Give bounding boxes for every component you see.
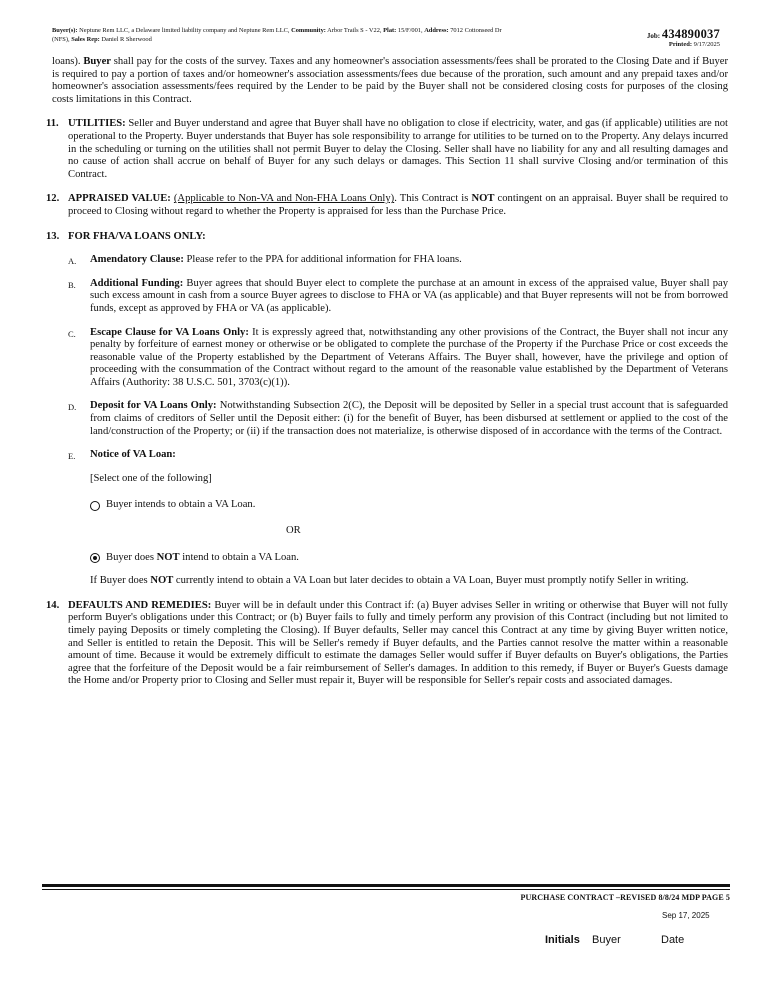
subsection-heading: Notice of VA Loan: bbox=[90, 449, 176, 461]
printed-label: Printed: bbox=[668, 41, 692, 48]
section-10-continuation bbox=[52, 56, 728, 106]
footer-divider-thick bbox=[42, 884, 730, 887]
section-body: . This Contract is bbox=[394, 193, 472, 205]
subsection-body: It is expressly agreed that, notwithstanding any other provisions of the Contract, the Buyer shall not incur any penalty by forfeiture of earnest money or otherwise or be obligated to complete the purchase of the Property if the Purchase Price or cost exceeds the reasonable value of the Property established by the Department of Veterans Affairs. The Buyer shall, however, have the privilege and option of proceeding with the consummation of the Contract without regard to the amount of the reasonable value established by the Department of Veterans Affairs (Authority: 38 U.S.C. 501, 3703(c)(1)). bbox=[90, 326, 728, 388]
sales-rep-value: Daniel R Sherwood bbox=[101, 36, 152, 43]
page-header bbox=[52, 26, 732, 52]
section-13-fha-va bbox=[46, 230, 728, 244]
section-10-text-rest: shall pay for the costs of the survey. Taxes and any homeowner's association assessments/fees shall be prorated to the Closing Date and if Buyer is required to pay a portion of taxes and/or homeowner's association assessments/fees due because of the proration, such amount and any prepaid taxes and/or homeowner's association assessments/fees required by the Lender to be paid by the Buyer shall not be considered closing costs for purposes of the closing costs limitations in this Contract. bbox=[52, 56, 729, 105]
header-job-info bbox=[647, 27, 720, 48]
section-body: Seller and Buyer understand and agree that Buyer shall have no obligation to close if electricity, water, and gas (if applicable) utilities are not operational to the Property. Buyer understands that Buyer has sole responsibility to arrange for utilities to be turned on to the Property. Any delays incurred in the scheduling or turning on the utilities shall not permit Buyer to delay the Closing. Seller shall have no liability for any and all resulting damages and no cause of action shall accrue on behalf of Buyer for any such delays or damages. This Section 11 shall survive Closing and/or termination of this Contract. bbox=[68, 118, 728, 180]
subsection-letter: E. bbox=[68, 451, 76, 462]
header-parties bbox=[52, 26, 612, 44]
buyer-initials-field[interactable]: Buyer bbox=[592, 934, 621, 946]
subsection-body: Please refer to the PPA for additional information for FHA loans. bbox=[183, 254, 462, 266]
sales-rep-label: Sales Rep: bbox=[71, 36, 100, 43]
subsection-d bbox=[52, 400, 728, 438]
or-separator: OR bbox=[286, 525, 301, 537]
date-field[interactable]: Date bbox=[661, 934, 685, 946]
plat-value: 15/F/001, bbox=[397, 27, 423, 34]
subsection-heading: Amendatory Clause: bbox=[90, 254, 184, 266]
section-heading: UTILITIES: bbox=[68, 118, 126, 130]
section-10-buyer-bold: Buyer bbox=[83, 56, 111, 67]
subsection-body: Notwithstanding Subsection 2(C), the Deposit will be deposited by Seller in a special trust account that is safeguarded from claims of creditors of Seller until the Deposit either: (i) for the benefit of Buyer, has been disbursed at settlement or applied to the cost of the land/construction of the Property; or (ii) if the transaction does not materialize, is otherwise disposed of in accordance with the terms of the Contract. bbox=[90, 400, 729, 437]
initials-label: Initials bbox=[545, 934, 580, 946]
subsection-letter: D. bbox=[68, 402, 77, 413]
option-label: Buyer does NOT intend to obtain a VA Loan. bbox=[106, 551, 299, 563]
subsection-letter: A. bbox=[68, 256, 77, 267]
section-number: 12. bbox=[46, 193, 60, 205]
select-instruction: [Select one of the following] bbox=[90, 472, 212, 484]
community-value: Arbor Trails S - V22, bbox=[327, 27, 382, 34]
section-body-rest: contingent on an appraisal. Buyer shall be required to proceed to Closing without regard to whether the Property is appraised for less than the Purchase Price. bbox=[68, 193, 728, 217]
subsection-e bbox=[52, 449, 728, 462]
section-heading: FOR FHA/VA LOANS ONLY: bbox=[68, 230, 206, 242]
address-value: 7012 Cottonseed Dr bbox=[450, 27, 502, 34]
footer-contract-label: PURCHASE CONTRACT –REVISED 8/8/24 MDP PAGE 5 bbox=[520, 893, 730, 902]
radio-unselected-icon[interactable] bbox=[90, 501, 100, 511]
subsection-b bbox=[52, 278, 728, 316]
address-label: Address: bbox=[424, 27, 449, 34]
section-number: 11. bbox=[46, 118, 59, 130]
nfs-value: (NFS), bbox=[52, 36, 70, 43]
va-loan-note: If Buyer does NOT currently intend to obtain a VA Loan but later decides to obtain a VA Loan, Buyer must promptly notify Seller in writing. bbox=[90, 575, 689, 587]
section-body: Buyer will be in default under this Contract if: (a) Buyer advises Seller in writing or otherwise that Buyer will not fully perform Buyer's obligations under this Contract; or (b) Buyer fails to fully and timely perform any provision of this Contract (including but not limited to timely paying Deposits or timely completing the Closing). If Buyer defaults, Seller may cancel this Contract at any time by giving Buyer written notice, and Seller is entitled to retain the Deposit. This will be Seller's remedy if Buyer defaults, and the Parties cannot resolve the matter within a reasonable amount of time. Because it would be extremely difficult to estimate the damages Seller would suffer if Buyer defaults on Buyer's obligations, the Parties agree that the forfeiture of the Deposit would be a fair reimbursement of Seller's damages. In addition to this remedy, if Buyer or Buyer's Guests damage the Home and/or Property prior to Closing and Seller must repair it, Buyer will be responsible for Seller's repair costs and associated damages. bbox=[68, 599, 728, 687]
subsection-c bbox=[52, 327, 728, 390]
applicability-note: (Applicable to Non-VA and Non-FHA Loans Only) bbox=[173, 193, 395, 205]
not-bold: NOT bbox=[471, 193, 495, 205]
job-label: Job: bbox=[646, 32, 661, 40]
subsection-letter: B. bbox=[68, 279, 76, 290]
subsection-body: Buyer agrees that should Buyer elect to complete the purchase at an amount in excess of the appraised value, Buyer shall pay such excess amount in cash from a source Buyer agrees to disclose to FHA or VA (as applicable) and that Buyer represents will not be from borrowed funds, except as approved by FHA or VA (as applicable). bbox=[90, 277, 728, 314]
section-14-defaults bbox=[46, 599, 728, 688]
footer-date-stamp: Sep 17, 2025 bbox=[662, 911, 710, 920]
section-heading: APPRAISED VALUE: bbox=[68, 193, 171, 205]
plat-label: Plat: bbox=[383, 27, 397, 34]
subsection-a bbox=[52, 254, 728, 267]
buyers-value: Neptune Rem LLC, a Delaware limited liability company and Neptune Rem LLC, bbox=[79, 27, 290, 34]
subsection-letter: C. bbox=[68, 328, 76, 339]
section-11-utilities bbox=[46, 118, 728, 181]
option-label: Buyer intends to obtain a VA Loan. bbox=[106, 499, 256, 511]
contract-body bbox=[46, 56, 729, 688]
buyers-label: Buyer(s): bbox=[52, 27, 78, 34]
section-number: 14. bbox=[46, 599, 60, 611]
community-label: Community: bbox=[291, 27, 326, 34]
subsection-heading: Escape Clause for VA Loans Only: bbox=[90, 326, 249, 338]
subsection-heading: Deposit for VA Loans Only: bbox=[90, 400, 217, 412]
va-loan-option-intends[interactable] bbox=[52, 499, 728, 512]
footer-divider-thin bbox=[42, 889, 730, 890]
section-heading: DEFAULTS AND REMEDIES: bbox=[68, 599, 212, 611]
section-12-appraised-value bbox=[46, 193, 728, 218]
radio-selected-icon[interactable] bbox=[90, 553, 100, 563]
section-number: 13. bbox=[46, 230, 60, 242]
printed-date: 9/17/2025 bbox=[693, 41, 720, 48]
subsection-heading: Additional Funding: bbox=[90, 277, 184, 289]
va-loan-option-not-intends[interactable] bbox=[52, 552, 728, 565]
section-10-text: loans). bbox=[52, 56, 84, 67]
job-number: 434890037 bbox=[661, 27, 720, 41]
